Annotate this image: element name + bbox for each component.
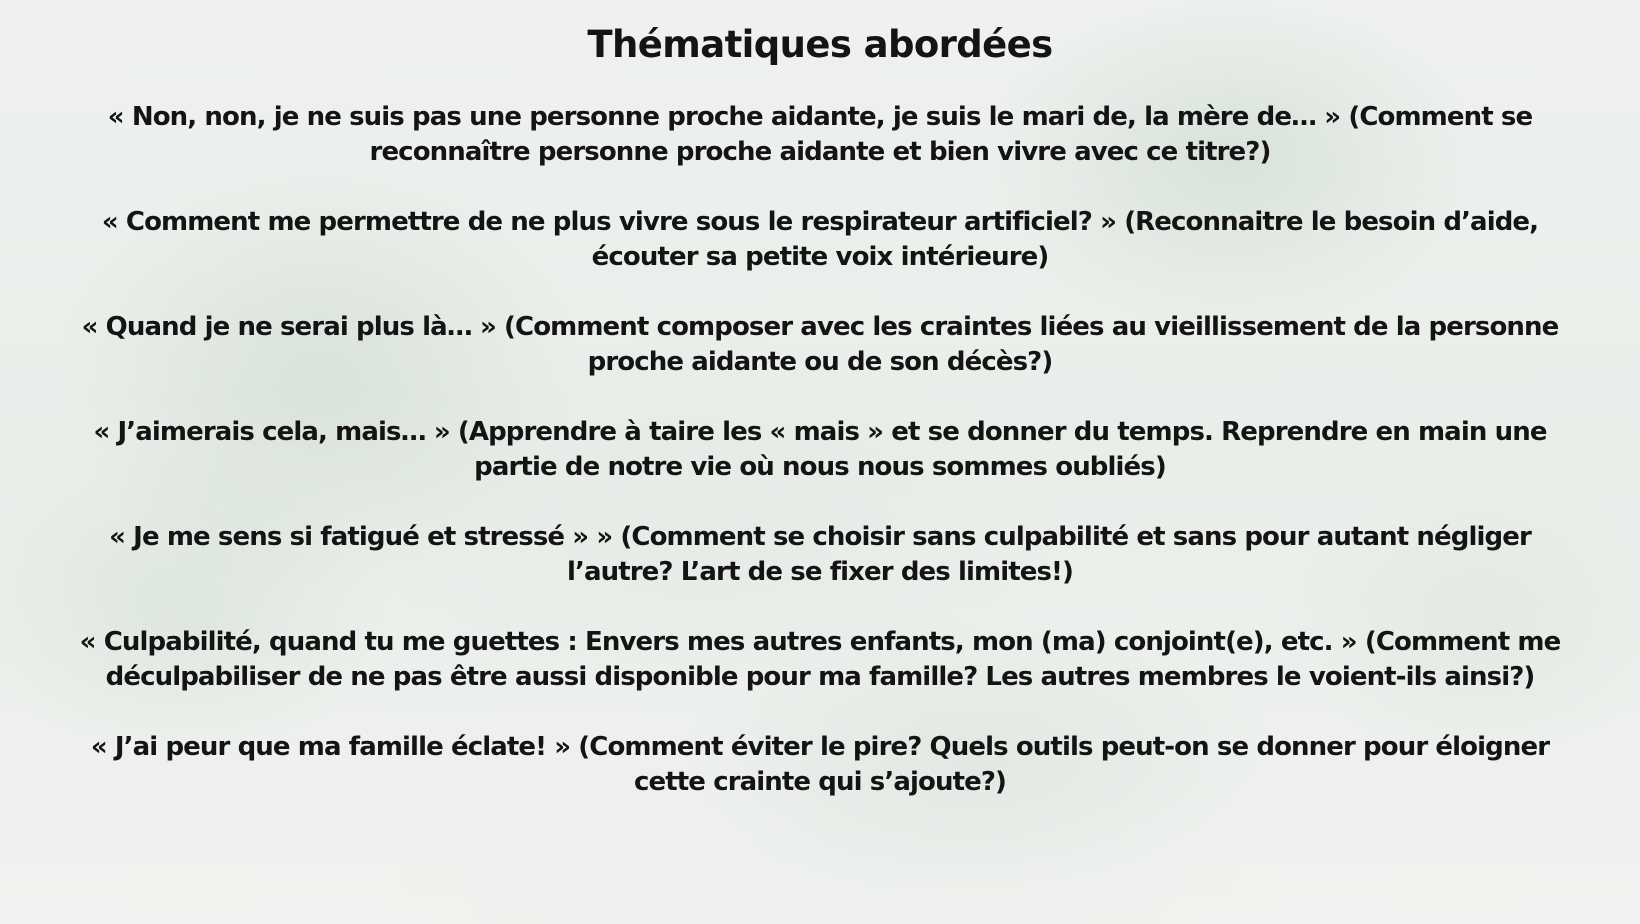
theme-line: l’autre? L’art de se fixer des limites!) (566, 557, 1073, 587)
theme-item (18, 730, 1622, 800)
theme-line: « Comment me permettre de ne plus vivre sous le respirateur artificiel? » (Reconnaitre le besoin d’aide, (101, 207, 1539, 237)
theme-item (18, 625, 1622, 695)
slide-title: Thématiques abordées (587, 23, 1053, 66)
theme-item (18, 205, 1622, 275)
theme-line: cette crainte qui s’ajoute?) (634, 767, 1006, 797)
theme-line: « J’ai peur que ma famille éclate! » (Comment éviter le pire? Quels outils peut-on se donner pour éloigner (90, 732, 1550, 762)
theme-item (18, 415, 1622, 485)
theme-line: « Non, non, je ne suis pas une personne proche aidante, je suis le mari de, la mère de… » (Comment se (107, 102, 1533, 132)
theme-line: partie de notre vie où nous nous sommes oubliés) (474, 452, 1166, 482)
theme-line: « Culpabilité, quand tu me guettes : Envers mes autres enfants, mon (ma) conjoint(e), etc. » (Comment me (79, 627, 1561, 657)
theme-line: reconnaître personne proche aidante et bien vivre avec ce titre?) (369, 137, 1271, 167)
theme-line: déculpabiliser de ne pas être aussi disponible pour ma famille? Les autres membres le voient-ils ainsi?) (105, 662, 1535, 692)
theme-item (18, 310, 1622, 380)
theme-line: proche aidante ou de son décès?) (587, 347, 1053, 377)
themes-list (18, 100, 1622, 835)
theme-line: écouter sa petite voix intérieure) (591, 242, 1049, 272)
theme-line: « Quand je ne serai plus là… » (Comment composer avec les craintes liées au vieillissement de la personne (81, 312, 1559, 342)
theme-line: « Je me sens si fatigué et stressé » » (Comment se choisir sans culpabilité et sans pour autant négliger (109, 522, 1531, 552)
theme-item (18, 100, 1622, 170)
theme-item (18, 520, 1622, 590)
theme-line: « J’aimerais cela, mais… » (Apprendre à taire les « mais » et se donner du temps. Reprendre en main une (93, 417, 1547, 447)
